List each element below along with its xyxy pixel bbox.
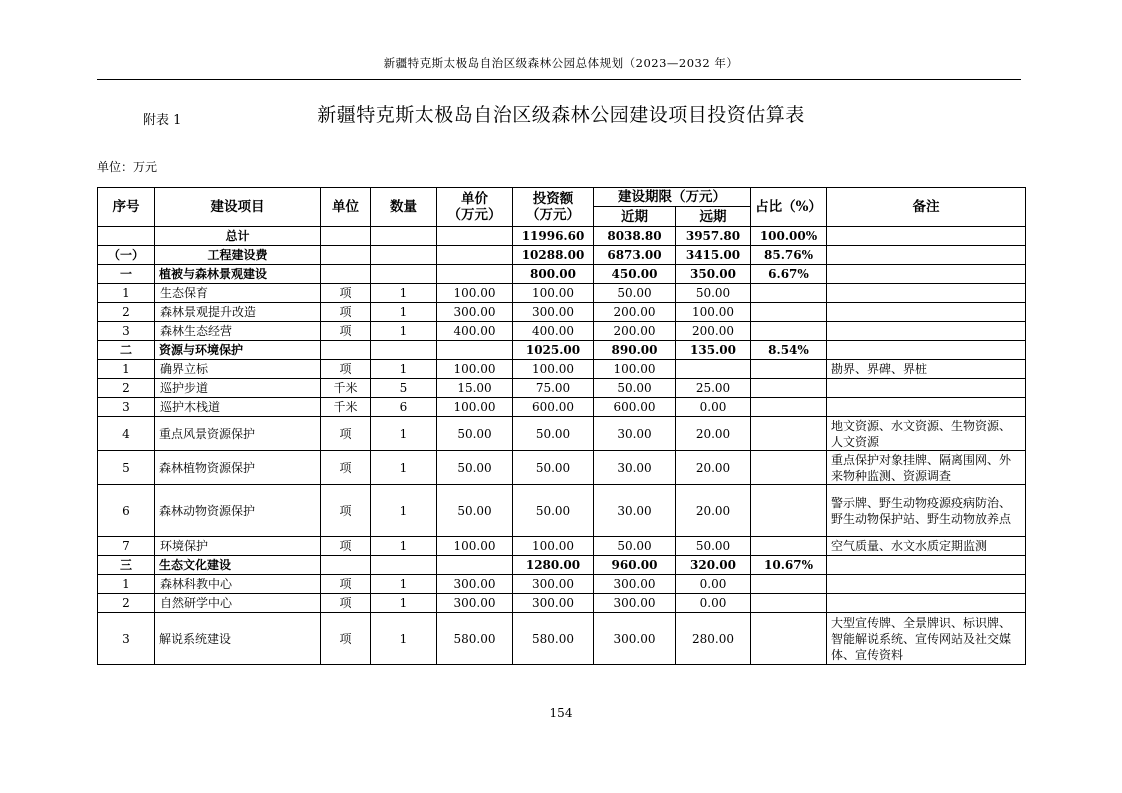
cell-seq: 5	[98, 451, 155, 485]
cell-qty	[371, 556, 437, 575]
cell-qty: 1	[371, 322, 437, 341]
cell-investment: 580.00	[513, 613, 594, 665]
cell-investment: 11996.60	[513, 227, 594, 246]
cell-investment: 50.00	[513, 485, 594, 537]
table-row	[98, 594, 1026, 613]
cell-note	[827, 322, 1026, 341]
cell-note: 警示牌、野生动物疫源疫病防治、野生动物保护站、野生动物放养点	[827, 485, 1026, 537]
cell-investment: 1280.00	[513, 556, 594, 575]
cell-ratio	[751, 485, 827, 537]
cell-near: 50.00	[594, 379, 676, 398]
cell-far: 135.00	[676, 341, 751, 360]
cell-unit: 项	[321, 284, 371, 303]
cell-near: 300.00	[594, 575, 676, 594]
cell-far: 3415.00	[676, 246, 751, 265]
cell-note: 大型宣传牌、全景牌识、标识牌、智能解说系统、宣传网站及社交媒体、宣传资料	[827, 613, 1026, 665]
cell-far: 280.00	[676, 613, 751, 665]
cell-ratio	[751, 284, 827, 303]
col-qty-header: 数量	[371, 188, 437, 227]
header-rule	[97, 79, 1021, 80]
cell-note: 地文资源、水文资源、生物资源、人文资源	[827, 417, 1026, 451]
cell-far: 320.00	[676, 556, 751, 575]
cell-unit	[321, 227, 371, 246]
cell-ratio	[751, 613, 827, 665]
cell-near: 200.00	[594, 322, 676, 341]
col-price-header: 单价 （万元）	[437, 188, 513, 227]
col-period-header: 建设期限（万元）	[594, 188, 751, 207]
cell-far: 3957.80	[676, 227, 751, 246]
cell-unit: 项	[321, 451, 371, 485]
cell-qty: 1	[371, 284, 437, 303]
cell-investment: 300.00	[513, 303, 594, 322]
cell-ratio: 10.67%	[751, 556, 827, 575]
cell-note: 空气质量、水文水质定期监测	[827, 537, 1026, 556]
cell-seq: 3	[98, 398, 155, 417]
cell-ratio	[751, 575, 827, 594]
table-title: 新疆特克斯太极岛自治区级森林公园建设项目投资估算表	[317, 104, 805, 126]
cell-price	[437, 341, 513, 360]
cell-unit	[321, 246, 371, 265]
cell-unit: 项	[321, 575, 371, 594]
cell-far: 20.00	[676, 485, 751, 537]
cell-ratio	[751, 398, 827, 417]
cell-ratio: 8.54%	[751, 341, 827, 360]
cell-near: 100.00	[594, 360, 676, 379]
cell-price	[437, 556, 513, 575]
cell-price: 50.00	[437, 451, 513, 485]
unit-label: 单位：万元	[97, 160, 158, 174]
col-investment-header: 投资额 （万元）	[513, 188, 594, 227]
cell-seq: 1	[98, 360, 155, 379]
cell-unit: 项	[321, 485, 371, 537]
cell-seq: 1	[98, 575, 155, 594]
cell-note	[827, 341, 1026, 360]
cell-qty: 1	[371, 485, 437, 537]
cell-near: 6873.00	[594, 246, 676, 265]
cell-unit: 项	[321, 303, 371, 322]
table-row	[98, 303, 1026, 322]
cell-price: 300.00	[437, 594, 513, 613]
table-row	[98, 379, 1026, 398]
cell-far: 350.00	[676, 265, 751, 284]
table-row	[98, 613, 1026, 665]
cell-price: 400.00	[437, 322, 513, 341]
cell-unit: 项	[321, 613, 371, 665]
cell-qty: 1	[371, 613, 437, 665]
cell-project: 重点风景资源保护	[155, 417, 321, 451]
cell-price: 300.00	[437, 575, 513, 594]
cell-near: 300.00	[594, 613, 676, 665]
table-row	[98, 537, 1026, 556]
cell-investment: 100.00	[513, 537, 594, 556]
group-row	[98, 556, 1026, 575]
cell-project: 森林植物资源保护	[155, 451, 321, 485]
col-project-header: 建设项目	[155, 188, 321, 227]
col-note-header: 备注	[827, 188, 1026, 227]
total-row	[98, 227, 1026, 246]
cell-ratio	[751, 379, 827, 398]
col-near-header: 近期	[594, 207, 676, 227]
appendix-label: 附表 1	[143, 113, 182, 128]
cell-investment: 400.00	[513, 322, 594, 341]
cell-unit	[321, 556, 371, 575]
cell-ratio: 6.67%	[751, 265, 827, 284]
cell-ratio	[751, 594, 827, 613]
cell-near: 50.00	[594, 284, 676, 303]
table-body	[98, 227, 1026, 665]
cell-investment: 10288.00	[513, 246, 594, 265]
cell-price: 300.00	[437, 303, 513, 322]
cell-project: 森林科教中心	[155, 575, 321, 594]
cell-investment: 100.00	[513, 284, 594, 303]
cell-unit: 千米	[321, 398, 371, 417]
col-unit-header: 单位	[321, 188, 371, 227]
cell-ratio	[751, 417, 827, 451]
investment-table	[97, 187, 1026, 665]
col-seq-header: 序号	[98, 188, 155, 227]
cell-far: 50.00	[676, 537, 751, 556]
cell-qty	[371, 246, 437, 265]
page-number: 154	[549, 706, 573, 720]
cell-project: 巡护步道	[155, 379, 321, 398]
cell-unit: 项	[321, 594, 371, 613]
cell-qty: 1	[371, 575, 437, 594]
cell-qty	[371, 341, 437, 360]
cell-seq: 2	[98, 594, 155, 613]
cell-price: 100.00	[437, 398, 513, 417]
cell-note	[827, 556, 1026, 575]
table-row	[98, 360, 1026, 379]
cell-near: 30.00	[594, 417, 676, 451]
table-row	[98, 575, 1026, 594]
cell-note	[827, 265, 1026, 284]
cell-price: 100.00	[437, 284, 513, 303]
cell-project: 植被与森林景观建设	[155, 265, 321, 284]
cell-investment: 800.00	[513, 265, 594, 284]
cell-investment: 75.00	[513, 379, 594, 398]
cell-note	[827, 575, 1026, 594]
cell-project: 确界立标	[155, 360, 321, 379]
cell-unit: 项	[321, 537, 371, 556]
cell-near: 50.00	[594, 537, 676, 556]
cell-note	[827, 379, 1026, 398]
cell-project: 巡护木栈道	[155, 398, 321, 417]
cell-price: 100.00	[437, 537, 513, 556]
cell-unit	[321, 265, 371, 284]
cell-price: 580.00	[437, 613, 513, 665]
col-far-header: 远期	[676, 207, 751, 227]
table-row	[98, 322, 1026, 341]
cell-ratio: 85.76%	[751, 246, 827, 265]
cell-unit: 项	[321, 417, 371, 451]
cell-project: 资源与环境保护	[155, 341, 321, 360]
cell-unit: 项	[321, 322, 371, 341]
cell-qty: 1	[371, 594, 437, 613]
cell-note	[827, 284, 1026, 303]
cell-qty: 1	[371, 451, 437, 485]
cell-note	[827, 227, 1026, 246]
cell-seq: 6	[98, 485, 155, 537]
cell-project: 生态保育	[155, 284, 321, 303]
cell-seq: 二	[98, 341, 155, 360]
cell-note	[827, 303, 1026, 322]
cell-near: 8038.80	[594, 227, 676, 246]
cell-qty: 5	[371, 379, 437, 398]
cell-ratio: 100.00%	[751, 227, 827, 246]
cell-ratio	[751, 451, 827, 485]
cell-investment: 300.00	[513, 575, 594, 594]
running-header: 新疆特克斯太极岛自治区级森林公园总体规划（2023—2032 年）	[383, 56, 739, 70]
group-row	[98, 265, 1026, 284]
cell-qty	[371, 265, 437, 284]
cell-near: 30.00	[594, 485, 676, 537]
cell-seq: 2	[98, 379, 155, 398]
cell-far: 0.00	[676, 398, 751, 417]
cell-project: 生态文化建设	[155, 556, 321, 575]
cell-near: 200.00	[594, 303, 676, 322]
cell-qty: 1	[371, 537, 437, 556]
cell-note: 勘界、界碑、界桩	[827, 360, 1026, 379]
cell-far	[676, 360, 751, 379]
cell-price: 50.00	[437, 417, 513, 451]
cell-ratio	[751, 360, 827, 379]
cell-near: 600.00	[594, 398, 676, 417]
cell-unit	[321, 341, 371, 360]
cell-seq: （一）	[98, 246, 155, 265]
cell-near: 890.00	[594, 341, 676, 360]
cell-investment: 100.00	[513, 360, 594, 379]
cell-near: 300.00	[594, 594, 676, 613]
cell-seq: 3	[98, 322, 155, 341]
cell-qty: 1	[371, 360, 437, 379]
cell-investment: 50.00	[513, 451, 594, 485]
cell-seq: 3	[98, 613, 155, 665]
cell-note	[827, 594, 1026, 613]
cell-near: 450.00	[594, 265, 676, 284]
cell-seq	[98, 227, 155, 246]
cell-qty: 1	[371, 303, 437, 322]
cell-seq: 2	[98, 303, 155, 322]
table-row	[98, 417, 1026, 451]
cell-seq: 三	[98, 556, 155, 575]
cell-far: 0.00	[676, 594, 751, 613]
cell-far: 20.00	[676, 417, 751, 451]
cell-project: 森林生态经营	[155, 322, 321, 341]
table-row	[98, 485, 1026, 537]
cell-note	[827, 398, 1026, 417]
cell-near: 960.00	[594, 556, 676, 575]
cell-far: 100.00	[676, 303, 751, 322]
cell-price	[437, 265, 513, 284]
cell-seq: 1	[98, 284, 155, 303]
header-row-1	[98, 188, 1026, 207]
cell-price	[437, 227, 513, 246]
cell-note: 重点保护对象挂牌、隔离围网、外来物种监测、资源调查	[827, 451, 1026, 485]
col-ratio-header: 占比（%）	[751, 188, 827, 227]
cell-project: 森林动物资源保护	[155, 485, 321, 537]
cell-ratio	[751, 322, 827, 341]
cell-qty	[371, 227, 437, 246]
table-row	[98, 451, 1026, 485]
cell-far: 20.00	[676, 451, 751, 485]
cell-investment: 600.00	[513, 398, 594, 417]
cell-seq: 7	[98, 537, 155, 556]
cell-investment: 1025.00	[513, 341, 594, 360]
total-row	[98, 246, 1026, 265]
cell-investment: 50.00	[513, 417, 594, 451]
cell-ratio	[751, 537, 827, 556]
cell-far: 200.00	[676, 322, 751, 341]
cell-unit: 项	[321, 360, 371, 379]
table-row	[98, 398, 1026, 417]
cell-project: 解说系统建设	[155, 613, 321, 665]
cell-far: 50.00	[676, 284, 751, 303]
cell-seq: 4	[98, 417, 155, 451]
cell-project: 环境保护	[155, 537, 321, 556]
cell-price	[437, 246, 513, 265]
cell-price: 100.00	[437, 360, 513, 379]
cell-investment: 300.00	[513, 594, 594, 613]
cell-project: 总计	[155, 227, 321, 246]
cell-project: 森林景观提升改造	[155, 303, 321, 322]
cell-price: 15.00	[437, 379, 513, 398]
cell-near: 30.00	[594, 451, 676, 485]
cell-price: 50.00	[437, 485, 513, 537]
cell-far: 0.00	[676, 575, 751, 594]
cell-unit: 千米	[321, 379, 371, 398]
cell-ratio	[751, 303, 827, 322]
cell-project: 工程建设费	[155, 246, 321, 265]
group-row	[98, 341, 1026, 360]
table-row	[98, 284, 1026, 303]
cell-project: 自然研学中心	[155, 594, 321, 613]
cell-seq: 一	[98, 265, 155, 284]
cell-qty: 1	[371, 417, 437, 451]
cell-note	[827, 246, 1026, 265]
cell-far: 25.00	[676, 379, 751, 398]
cell-qty: 6	[371, 398, 437, 417]
